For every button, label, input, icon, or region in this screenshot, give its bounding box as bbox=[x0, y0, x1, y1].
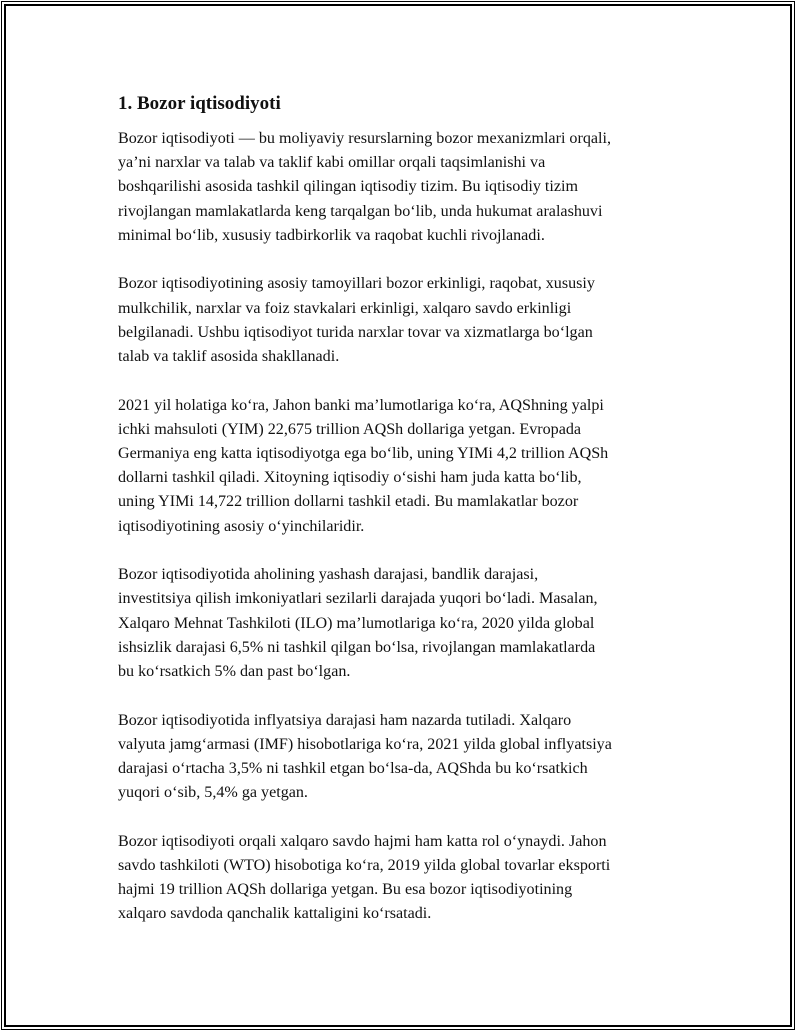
paragraph-trade: Bozor iqtisodiyoti orqali xalqaro savdo hajmi ham katta rol o‘ynaydi. Jahon savdo tashkiloti (WTO) hisobotiga ko‘ra, 2019 yilda global tovarlar eksporti hajmi 19 trillion AQSh dollariga yetgan. Bu esa bozor iqtisodiyotining xalqaro savdoda qanchalik kattaligini ko‘rsatadi. bbox=[118, 832, 611, 923]
paragraph-definition: Bozor iqtisodiyoti — bu moliyaviy resurslarning bozor mexanizmlari orqali, ya’ni narxlar va talab va taklif kabi omillar orqali taqsimlanishi va boshqarilishi asosida tashkil qilingan iqtisodiy tizim. Bu iqtisodiy tizim rivojlangan mamlakatlarda keng tarqalgan bo‘lib, unda hukumat aralashuvi minimal bo‘lib, xususiy tadbirkorlik va raqobat kuchli rivojlanadi. bbox=[118, 130, 611, 244]
paragraph-gdp: 2021 yil holatiga ko‘ra, Jahon banki ma’lumotlariga ko‘ra, AQShning yalpi ichki mahsuloti (YIM) 22,675 trillion AQSh dollariga yetgan. Evropada Germaniya eng katta iqtisodiyotga ega bo‘lib, uning YIMi 4,2 trillion AQSh dollarni tashkil qiladi. Xitoyning iqtisodiy o‘sishi ham juda katta bo‘lib, uning YIMi 14,722 trillion dollarni tashkil etadi. Bu mamlakatlar bozor iqtisodiyotining asosiy o‘yinchilaridir. bbox=[118, 396, 609, 535]
paragraph-employment: Bozor iqtisodiyotida aholining yashash darajasi, bandlik darajasi, investitsiya qilish imkoniyatlari sezilarli darajada yuqori bo‘ladi. Masalan, Xalqaro Mehnat Tashkiloti (ILO) ma’lumotlariga ko‘ra, 2020 yilda global ishsizlik darajasi 6,5% ni tashkil qilgan bo‘lsa, rivojlangan mamlakatlarda bu ko‘rsatkich 5% dan past bo‘lgan. bbox=[118, 566, 598, 681]
document-body bbox=[118, 92, 698, 951]
paragraph-principles: Bozor iqtisodiyotining asosiy tamoyillari bozor erkinligi, raqobat, xususiy mulkchilik, narxlar va foiz stavkalari erkinligi, xalqaro savdo erkinligi belgilanadi. Ushbu iqtisodiyot turida narxlar tovar va xizmatlarga bo‘lgan talab va taklif asosida shakllanadi. bbox=[118, 275, 595, 366]
section-heading: 1. Bozor iqtisodiyoti bbox=[118, 93, 281, 114]
paragraph-inflation: Bozor iqtisodiyotida inflyatsiya darajasi ham nazarda tutiladi. Xalqaro valyuta jamg‘armasi (IMF) hisobotlariga ko‘ra, 2021 yilda global inflyatsiya darajasi o‘rtacha 3,5% ni tashkil etgan bo‘lsa-da, AQShda bu ko‘rsatkich yuqori o‘sib, 5,4% ga yetgan. bbox=[118, 711, 612, 802]
